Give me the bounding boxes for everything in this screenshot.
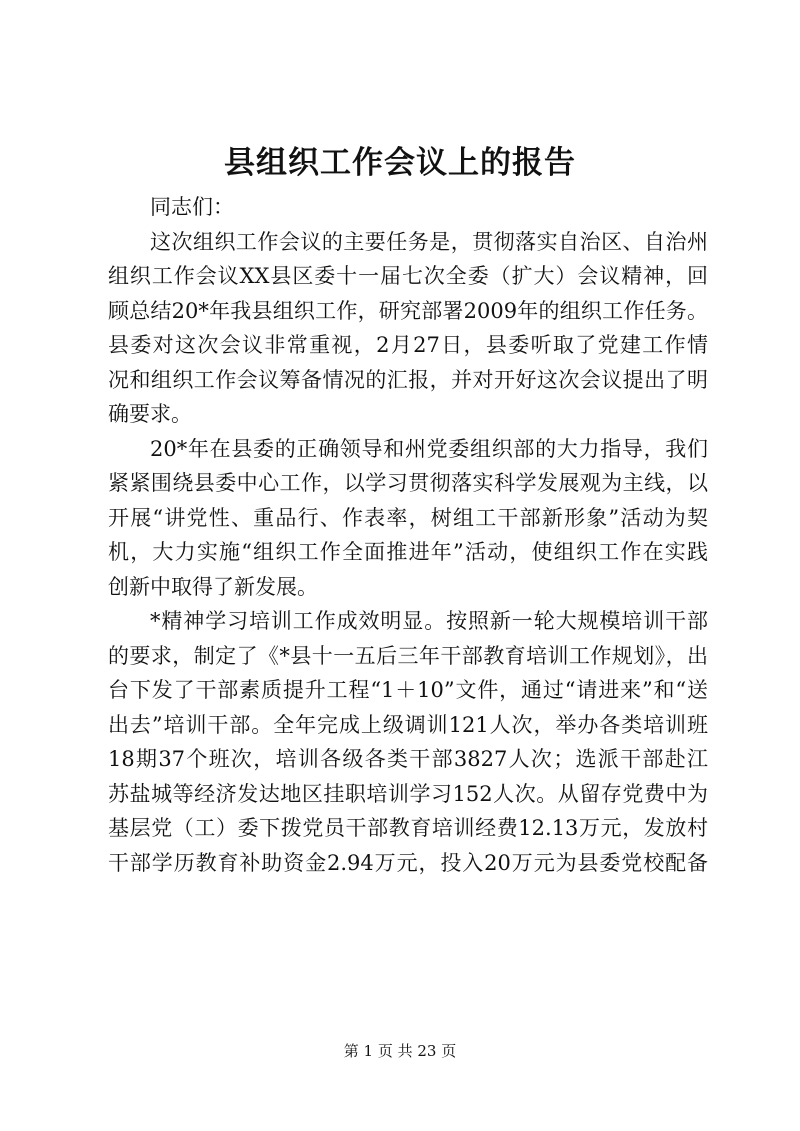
greeting-line: 同志们： (150, 195, 234, 219)
document-title: 县组织工作会议上的报告 (224, 145, 576, 181)
paragraph-3-line-8: 干部学历教育补助资金2.94万元，投入20万元为县委党校配备 (108, 850, 708, 875)
paragraph-1-line-5: 况和组织工作会议筹备情况的汇报，并对开好这次会议提出了明 (108, 367, 708, 392)
page-footer: 第 1 页 共 23 页 (343, 1042, 457, 1060)
paragraph-3-line-7: 基层党（工）委下拨党员干部教育培训经费12.13万元，发放村 (108, 816, 708, 840)
paragraph-2-line-5: 创新中取得了新发展。 (108, 574, 318, 599)
paragraph-3-line-4: 出去”培训干部。全年完成上级调训121人次，举办各类培训班 (108, 712, 708, 737)
paragraph-3-line-2: 的要求，制定了《*县十一五后三年干部教育培训工作规划》，出 (108, 643, 708, 668)
document-body (108, 190, 708, 880)
paragraph-3-line-1: *精神学习培训工作成效明显。按照新一轮大规模培训干部 (150, 609, 708, 633)
paragraph-2-line-2: 紧紧围绕县委中心工作，以学习贯彻落实科学发展观为主线，以 (108, 471, 708, 495)
paragraph-2-line-1: 20*年在县委的正确领导和州党委组织部的大力指导，我们 (150, 436, 708, 461)
paragraph-3-line-5: 18期37个班次，培训各级各类干部3827人次；选派干部赴江 (108, 747, 708, 771)
paragraph-1-line-4: 县委对这次会议非常重视，2月27日，县委听取了党建工作情 (108, 333, 708, 357)
paragraph-1-line-1: 这次组织工作会议的主要任务是，贯彻落实自治区、自治州 (150, 229, 708, 254)
paragraph-2-line-3: 开展“讲党性、重品行、作表率，树组工干部新形象”活动为契 (108, 505, 708, 530)
paragraph-3-line-6: 苏盐城等经济发达地区挂职培训学习152人次。从留存党费中为 (108, 781, 708, 806)
paragraph-2-line-4: 机，大力实施“组织工作全面推进年”活动，使组织工作在实践 (108, 540, 708, 564)
paragraph-3-line-3: 台下发了干部素质提升工程“1＋10”文件，通过“请进来”和“送 (108, 678, 708, 702)
paragraph-1-line-6: 确要求。 (108, 402, 192, 426)
paragraph-1-line-2: 组织工作会议XX县区委十一届七次全委（扩大）会议精神，回 (108, 264, 708, 288)
paragraph-1-line-3: 顾总结20*年我县组织工作，研究部署2009年的组织工作任务。 (108, 298, 708, 323)
